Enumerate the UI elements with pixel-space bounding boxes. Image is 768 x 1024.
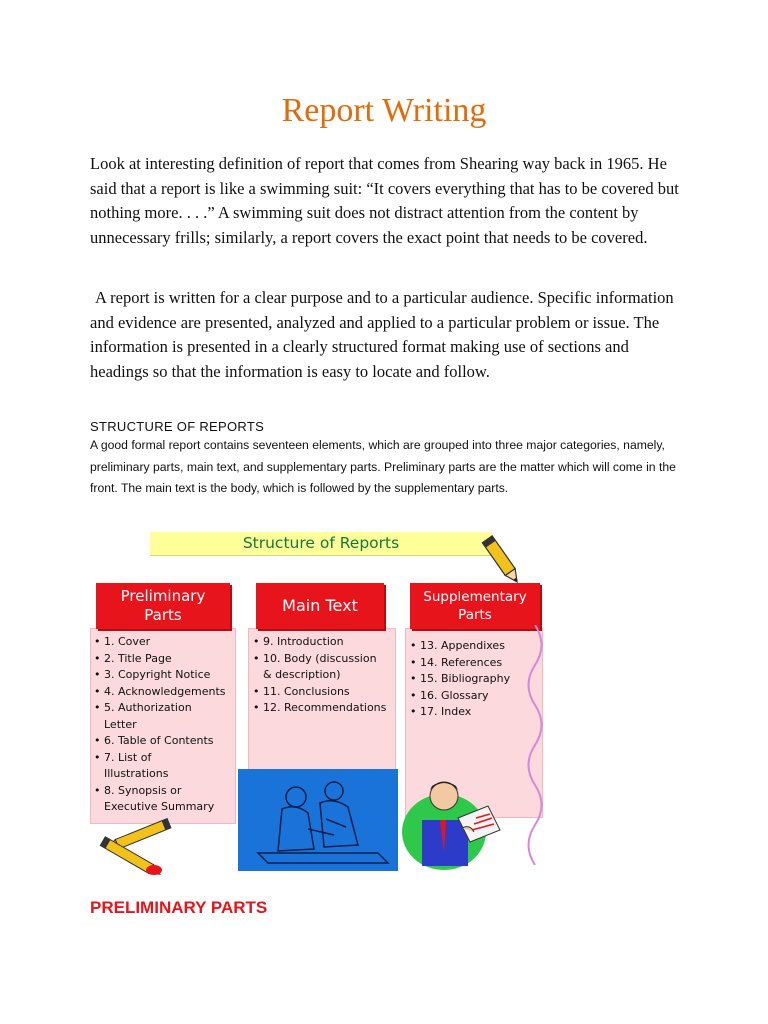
paragraph-purpose: A report is written for a clear purpose and to a particular audience. Specific information and evidence are presented, analyzed and applied to a particular problem or issue. The information is presented in a clearly structured format making use of sections and headings so that the information is easy to locate and follow. xyxy=(90,288,674,381)
main-text-list xyxy=(251,634,391,717)
list-item: • 3. Copyright Notice xyxy=(92,667,232,684)
list-item: • 16. Glossary xyxy=(408,688,538,705)
supplementary-parts-header xyxy=(410,583,540,629)
list-item: • 1. Cover xyxy=(92,634,232,651)
diagram-banner xyxy=(150,532,492,556)
list-item: • 12. Recommendations xyxy=(251,700,391,717)
pencils-icon xyxy=(90,818,185,880)
preliminary-parts-list xyxy=(92,634,232,816)
list-item: • 14. References xyxy=(408,655,538,672)
supplementary-parts-header-line1: Supplementary xyxy=(423,589,527,605)
list-item: • 8. Synopsis or Executive Summary xyxy=(92,783,229,816)
man-reading-illustration xyxy=(400,772,520,872)
main-text-header-label: Main Text xyxy=(282,596,358,615)
list-item: • 10. Body (discussion & description) xyxy=(251,651,388,684)
preliminary-parts-header-line2: Parts xyxy=(144,606,182,624)
list-item: • 15. Bibliography xyxy=(408,671,538,688)
list-item: • 13. Appendixes xyxy=(408,638,538,655)
preliminary-parts-header xyxy=(96,583,230,629)
list-item: • 2. Title Page xyxy=(92,651,232,668)
list-item: • 9. Introduction xyxy=(251,634,391,651)
list-item: • 17. Index xyxy=(408,704,538,721)
structure-heading: STRUCTURE OF REPORTS xyxy=(90,419,265,434)
squiggle-decoration xyxy=(520,625,550,865)
pencil-icon xyxy=(478,532,528,588)
meeting-illustration xyxy=(238,769,398,871)
supplementary-parts-list xyxy=(408,638,538,721)
paragraph-definition: Look at interesting definition of report that comes from Shearing way back in 1965. He said that a report is like a swimming suit: “It covers everything that has to be covered but nothing more. . . .” A swimming suit does not distract attention from the content by unnecessary frills; similarly, a report covers the exact point that needs to be covered. xyxy=(90,154,679,247)
diagram-banner-title: Structure of Reports xyxy=(242,534,400,552)
list-item: • 11. Conclusions xyxy=(251,684,391,701)
main-text-header xyxy=(256,583,384,629)
list-item: • 6. Table of Contents xyxy=(92,733,232,750)
preliminary-parts-heading: PRELIMINARY PARTS xyxy=(90,898,268,917)
list-item: • 4. Acknowledgements xyxy=(92,684,232,701)
structure-intro: A good formal report contains seventeen elements, which are grouped into three major categories, namely, preliminary parts, main text, and supplementary parts. Preliminary parts are the matter which will come in the front. The main text is the body, which is followed by the supplementary parts. xyxy=(90,438,676,495)
supplementary-parts-header-line2: Parts xyxy=(458,607,492,623)
document-title: Report Writing xyxy=(281,92,487,129)
list-item: • 5. Authorization Letter xyxy=(92,700,204,733)
list-item: • 7. List of Illustrations xyxy=(92,750,184,783)
preliminary-parts-header-line1: Preliminary xyxy=(120,587,206,605)
